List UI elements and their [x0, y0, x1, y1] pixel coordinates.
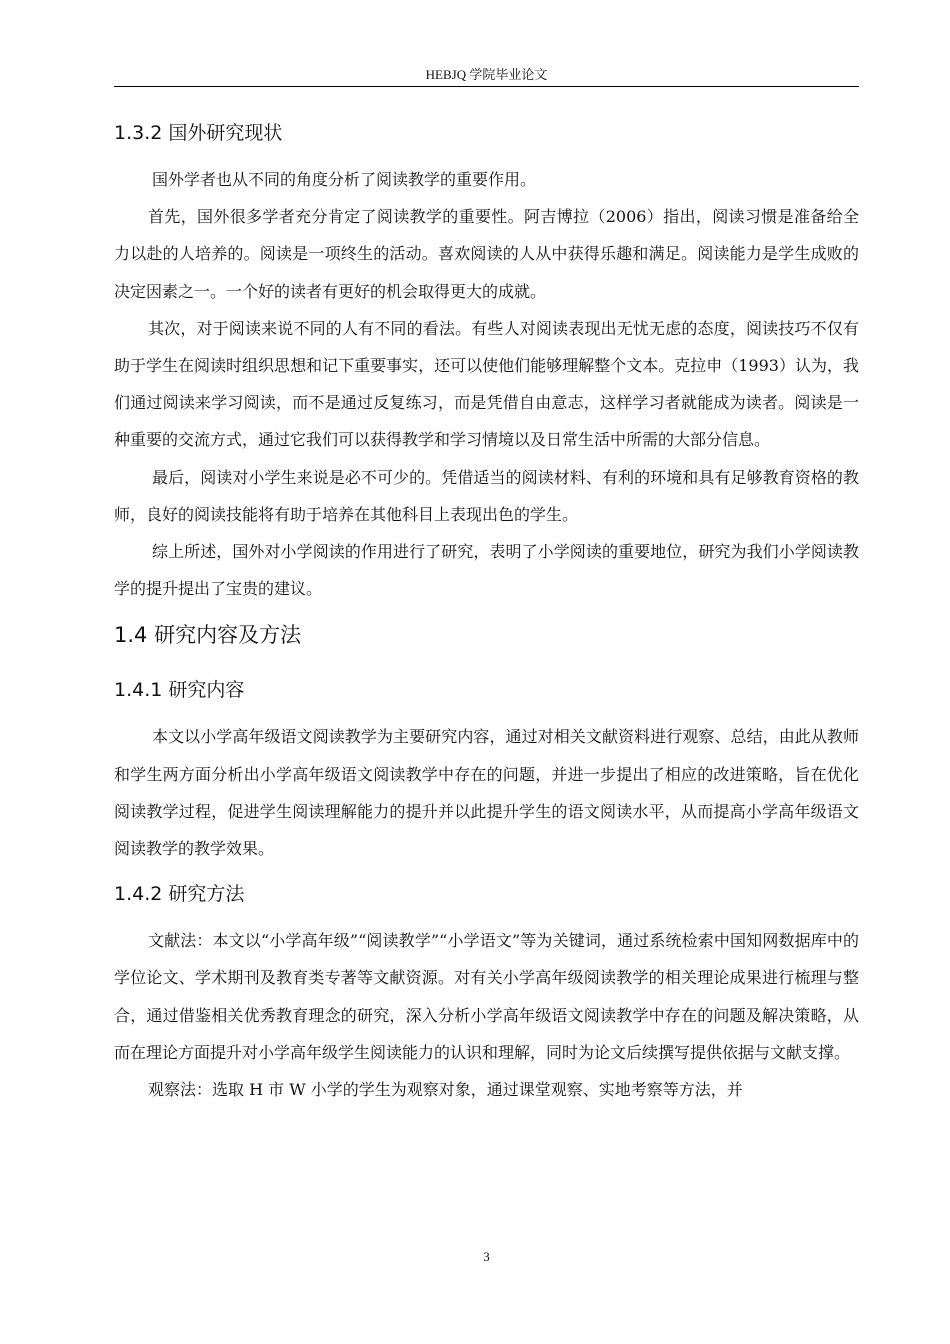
- heading-1-4-1: 1.4.1 研究内容: [114, 679, 245, 702]
- paragraph: 综上所述，国外对小学阅读的作用进行了研究，表明了小学阅读的重要地位，研究为我们小学阅读教学的提升提出了宝贵的建议。: [114, 542, 859, 599]
- paragraph: 首先，国外很多学者充分肯定了阅读教学的重要性。阿吉博拉（2006）指出，阅读习惯是准备给全力以赴的人培养的。阅读是一项终生的活动。喜欢阅读的人从中获得乐趣和满足。阅读能力是学生成败的决定因素之一。一个好的读者有更好的机会取得更大的成就。: [114, 207, 859, 301]
- paragraph: 文献法：本文以“小学高年级”“阅读教学”“小学语文”等为关键词，通过系统检索中国知网数据库中的学位论文、学术期刊及教育类专著等文献资源。对有关小学高年级阅读教学的相关理论成果进行梳理与整合，通过借鉴相关优秀教育理念的研究，深入分析小学高年级语文阅读教学中存在的问题及解决策略，从而在理论方面提升对小学高年级学生阅读能力的认识和理解，同时为论文后续撰写提供依据与文献支撑。: [114, 931, 859, 1062]
- heading-1-4: 1.4 研究内容及方法: [114, 623, 302, 648]
- paragraph: 最后，阅读对小学生来说是必不可少的。凭借适当的阅读材料、有利的环境和具有足够教育资格的教师，良好的阅读技能将有助于培养在其他科目上表现出色的学生。: [114, 467, 859, 524]
- heading-1-4-2: 1.4.2 研究方法: [114, 883, 245, 906]
- body-content: [114, 119, 859, 1108]
- running-header: HEBJQ 学院毕业论文: [425, 67, 548, 82]
- paragraph: 本文以小学高年级语文阅读教学为主要研究内容，通过对相关文献资料进行观察、总结，由此从教师和学生两方面分析出小学高年级语文阅读教学中存在的问题，并进一步提出了相应的改进策略，旨在优化阅读教学过程，促进学生阅读理解能力的提升并以此提升学生的语文阅读水平，从而提高小学高年级语文阅读教学的教学效果。: [114, 727, 859, 859]
- paragraph: 观察法：选取 H 市 W 小学的学生为观察对象，通过课堂观察、实地考察等方法，并: [148, 1080, 743, 1100]
- page-number: 3: [483, 1249, 490, 1264]
- header-rule: [114, 86, 859, 87]
- paragraph: 其次，对于阅读来说不同的人有不同的看法。有些人对阅读表现出无忧无虑的态度，阅读技巧不仅有助于学生在阅读时组织思想和记下重要事实，还可以使他们能够理解整个文本。克拉申（1993）认为，我们通过阅读来学习阅读，而不是通过反复练习，而是凭借自由意志，这样学习者就能成为读者。阅读是一种重要的交流方式，通过它我们可以获得教学和学习情境以及日常生活中所需的大部分信息。: [114, 318, 859, 450]
- heading-1-3-2: 1.3.2 国外研究现状: [114, 122, 283, 144]
- paragraph: 国外学者也从不同的角度分析了阅读教学的重要作用。: [152, 170, 537, 189]
